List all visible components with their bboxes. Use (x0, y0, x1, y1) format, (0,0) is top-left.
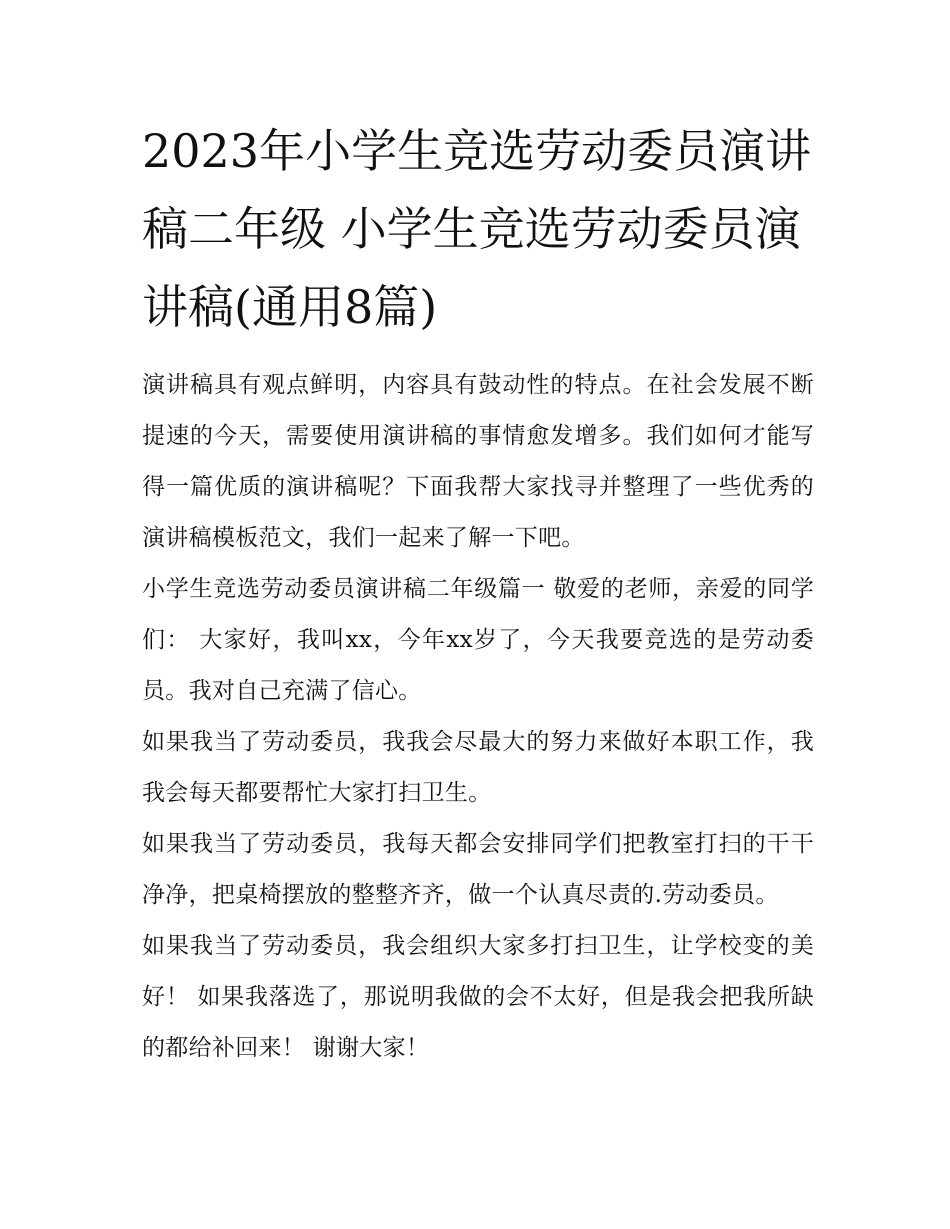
paragraph-intro: 演讲稿具有观点鲜明，内容具有鼓动性的特点。在社会发展不断提速的今天，需要使用演讲稿的事情愈发增多。我们如何才能写得一篇优质的演讲稿呢？下面我帮大家找寻并整理了一些优秀的演讲稿模板范文，我们一起来了解一下吧。 (142, 372, 814, 551)
paragraph-3: 如果我当了劳动委员，我每天都会安排同学们把教室打扫的干干净净，把桌椅摆放的整整齐齐，做一个认真尽责的.劳动委员。 (142, 831, 814, 908)
document-body (142, 360, 814, 1074)
paragraph-4: 如果我当了劳动委员，我会组织大家多打扫卫生，让学校变的美好！ 如果我落选了，那说明我做的会不太好，但是我会把我所缺的都给补回来！ 谢谢大家！ (142, 933, 814, 1061)
document-title: 2023年小学生竞选劳动委员演讲稿二年级 小学生竞选劳动委员演讲稿(通用8篇) (142, 124, 812, 334)
paragraph-2: 如果我当了劳动委员，我我会尽最大的努力来做好本职工作，我我会每天都要帮忙大家打扫卫生。 (142, 729, 814, 806)
document-page (142, 112, 814, 1074)
paragraph-1: 小学生竞选劳动委员演讲稿二年级篇一 敬爱的老师，亲爱的同学们： 大家好，我叫xx，今年xx岁了，今天我要竞选的是劳动委员。我对自己充满了信心。 (142, 576, 814, 704)
